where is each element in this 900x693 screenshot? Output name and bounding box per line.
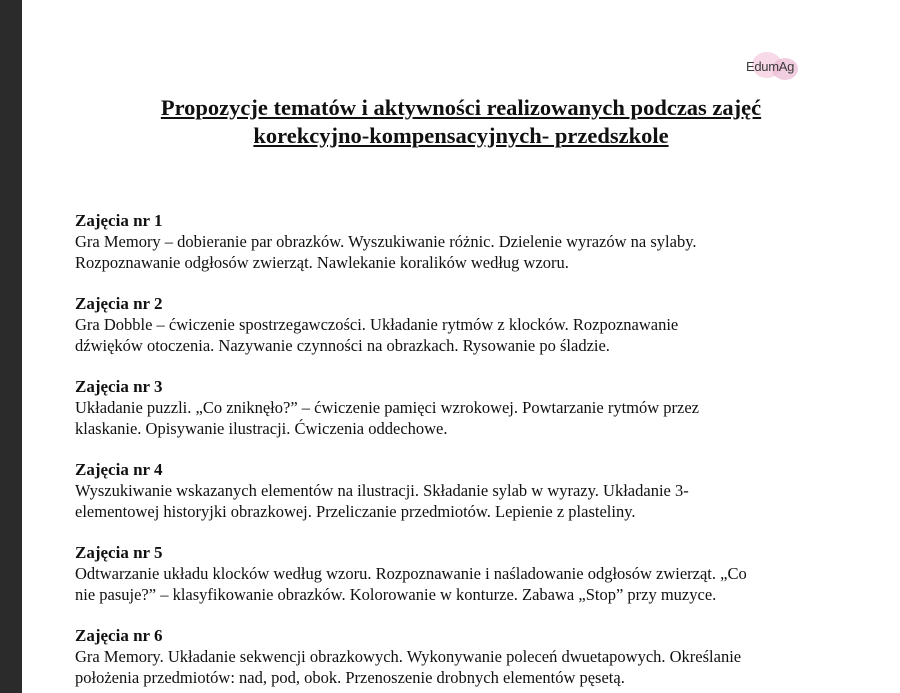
section-heading: Zajęcia nr 6	[75, 626, 163, 645]
edumag-logo	[744, 48, 804, 84]
section-6	[75, 625, 835, 688]
section-heading: Zajęcia nr 5	[75, 543, 163, 562]
section-4	[75, 459, 835, 522]
document-page	[22, 0, 900, 693]
title-line-2: korekcyjno-kompensacyjnych- przedszkole	[253, 123, 669, 148]
section-line: położenia przedmiotów: nad, pod, obok. Przenoszenie drobnych elementów pęsetą.	[75, 668, 625, 687]
document-title	[22, 94, 900, 150]
section-heading: Zajęcia nr 1	[75, 211, 163, 230]
section-body	[75, 563, 835, 605]
section-line: Układanie puzzli. „Co zniknęło?” – ćwiczenie pamięci wzrokowej. Powtarzanie rytmów przez	[75, 398, 699, 417]
title-line-1: Propozycje tematów i aktywności realizowanych podczas zajęć	[160, 95, 762, 120]
section-body	[75, 646, 835, 688]
section-1	[75, 210, 835, 273]
section-body	[75, 397, 835, 439]
section-line: Gra Dobble – ćwiczenie spostrzegawczości. Układanie rytmów z klocków. Rozpoznawanie	[75, 315, 679, 334]
section-line: Wyszukiwanie wskazanych elementów na ilustracji. Składanie sylab w wyrazy. Układanie 3-	[75, 481, 689, 500]
section-line: Rozpoznawanie odgłosów zwierząt. Nawlekanie koralików według wzoru.	[75, 253, 569, 272]
section-heading: Zajęcia nr 2	[75, 294, 163, 313]
logo-text: EdumAg	[746, 59, 795, 74]
section-line: Gra Memory – dobieranie par obrazków. Wyszukiwanie różnic. Dzielenie wyrazów na sylaby.	[75, 232, 697, 251]
section-line: dźwięków otoczenia. Nazywanie czynności na obrazkach. Rysowanie po śladzie.	[75, 336, 610, 355]
section-heading: Zajęcia nr 4	[75, 460, 163, 479]
section-heading: Zajęcia nr 3	[75, 377, 163, 396]
section-line: nie pasuje?” – klasyfikowanie obrazków. Kolorowanie w konturze. Zabawa „Stop” przy muzyce.	[75, 585, 717, 604]
section-line: Odtwarzanie układu klocków według wzoru. Rozpoznawanie i naśladowanie odgłosów zwierząt. „Co	[75, 564, 747, 583]
section-3	[75, 376, 835, 439]
section-line: Gra Memory. Układanie sekwencji obrazkowych. Wykonywanie poleceń dwuetapowych. Określanie	[75, 647, 742, 666]
section-body	[75, 480, 835, 522]
section-line: klaskanie. Opisywanie ilustracji. Ćwiczenia oddechowe.	[75, 419, 448, 438]
section-body	[75, 231, 835, 273]
section-body	[75, 314, 835, 356]
section-2	[75, 293, 835, 356]
section-5	[75, 542, 835, 605]
section-line: elementowej historyjki obrazkowej. Przeliczanie przedmiotów. Lepienie z plasteliny.	[75, 502, 636, 521]
viewer-side-bar	[0, 0, 22, 693]
